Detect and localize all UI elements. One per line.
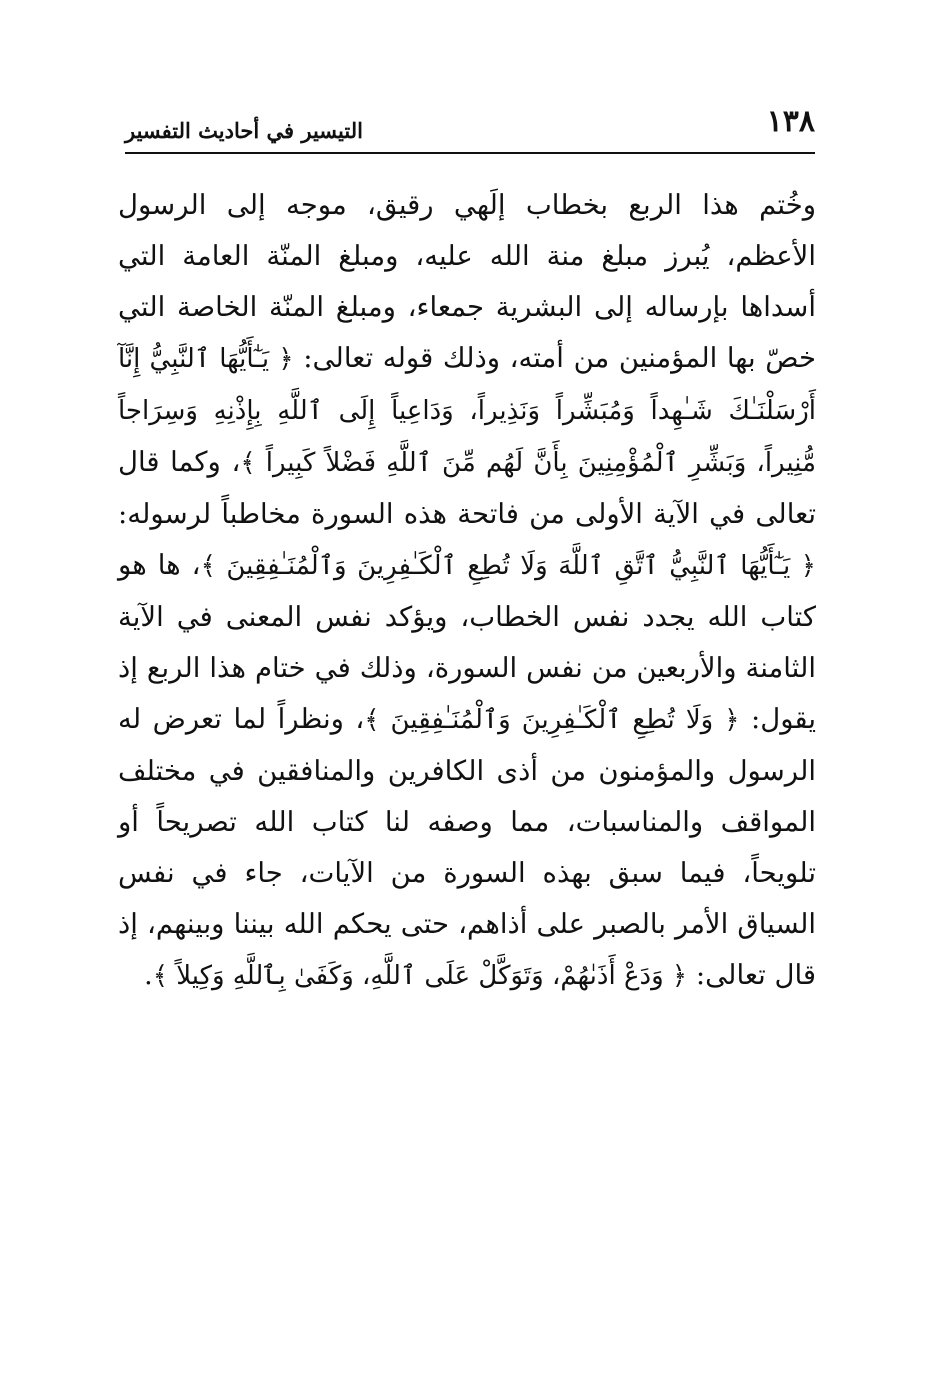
paragraph-text: . [143, 959, 153, 991]
quran-quote: ﴿ يَـٰٓأَيُّهَا ٱلنَّبِيُّ إِنَّآ أَرْسَلْنَـٰكَ شَـٰهِداً وَمُبَشِّراً وَنَذِيراً، وَدَاعِياً إِلَى ٱللَّهِ بِإِذْنِهِ وَسِرَاجاً مُّنِيراً، وَبَشِّرِ ٱلْمُؤْمِنِينَ بِأَنَّ لَهُم مِّنَ ٱللَّهِ فَضْلاً كَبِيراً ﴾ [118, 344, 817, 478]
paragraph-text: ، وكما قال تعالى في الآية الأولى من فاتحة هذه السورة مخاطباً لرسوله: [118, 446, 816, 530]
paragraph-text: ، ونظراً لما تعرض له الرسول والمؤمنون من أذى الكافرين والمنافقين في مختلف المواقف والمناسبات، مما وصفه لنا كتاب الله تصريحاً أو تلويحاً، فيما سبق بهذه السورة من الآيات، جاء في نفس السياق الأمر بالصبر على أذاهم، حتى يحكم الله بيننا وبينهم، إذ قال تعالى: [118, 703, 816, 991]
quran-quote: ﴿ وَدَعْ أَذَىٰهُمْ، وَتَوَكَّلْ عَلَى ٱللَّهِ، وَكَفَىٰ بِٱللَّهِ وَكِيلاً ﴾ [152, 961, 688, 991]
paragraph-text: ، ها هو كتاب الله يجدد نفس الخطاب، ويؤكد نفس المعنى في الآية الثامنة والأربعين من نفس السورة، وذلك في ختام هذا الربع إذ يقول: [118, 549, 816, 735]
quran-quote: ﴿ وَلَا تُطِعِ ٱلْكَـٰفِرِينَ وَٱلْمُنَـٰفِقِينَ ﴾ [364, 705, 740, 735]
quran-quote: ﴿ يَـٰٓأَيُّهَا ٱلنَّبِيُّ ٱتَّقِ ٱللَّهَ وَلَا تُطِعِ ٱلْكَـٰفِرِينَ وَٱلْمُنَـٰفِقِينَ ﴾ [200, 551, 816, 581]
paragraph-text: وخُتم هذا الربع بخطاب إلَهي رقيق، موجه إلى الرسول الأعظم، يُبرز مبلغ منة الله عليه، ومبلغ المنّة العامة التي أسداها بإرساله إلى البشرية جمعاء، ومبلغ المنّة الخاصة التي خصّ بها المؤمنين من أمته، وذلك قوله تعالى: [118, 189, 816, 374]
page-header [125, 100, 815, 154]
running-title: التيسير في أحاديث التفسير [125, 118, 363, 143]
page-number: ١٣٨ [766, 104, 815, 139]
header-rule [125, 152, 815, 154]
body-paragraph [118, 180, 816, 1002]
